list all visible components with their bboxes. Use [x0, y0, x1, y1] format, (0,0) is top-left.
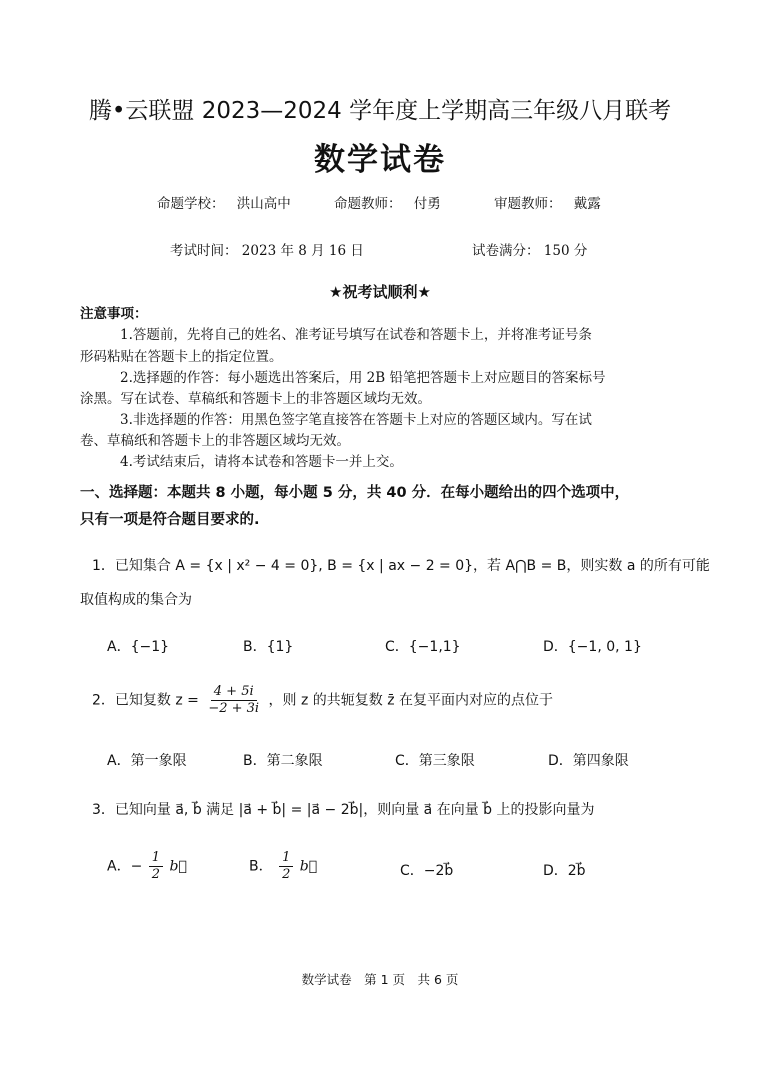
- exam-date-info: [170, 239, 364, 259]
- subject-title: 数学试卷: [314, 142, 446, 178]
- notice-item-4: 4.考试结束后，请将本试卷和答题卡一并上交。: [120, 454, 403, 470]
- question-3-option-a-prefix: A．−: [107, 858, 143, 875]
- question-3-option-b-numerator: 1: [279, 850, 293, 867]
- question-2-option-a: A．第一象限: [107, 753, 187, 769]
- question-1-option-c: C．{−1,1}: [385, 639, 461, 655]
- date-value: 2023 年 8 月 16 日: [241, 243, 364, 259]
- question-1-option-d: D．{−1, 0, 1}: [543, 639, 642, 655]
- question-3-option-d: D．2b⃗: [543, 863, 586, 879]
- question-3-option-b-prefix: B．: [249, 858, 273, 875]
- exam-title: 腾•云联盟 2023—2024 学年度上学期高三年级八月联考: [88, 98, 672, 124]
- page-footer: 数学试卷 第 1 页 共 6 页: [301, 972, 459, 987]
- score-value: 150 分: [543, 243, 588, 259]
- exam-score-info: [472, 239, 587, 259]
- notice-item-1-line-2: 形码粘贴在答题卡上的指定位置。: [80, 349, 283, 365]
- notice-item-2-line-2: 涂黑。写在试卷、草稿纸和答题卡上的非答题区域均无效。: [80, 391, 431, 407]
- school-value: 洪山高中: [236, 196, 291, 212]
- question-2-option-b: B．第二象限: [243, 753, 323, 769]
- question-2-option-c: C．第三象限: [395, 753, 475, 769]
- question-2-denominator: −2 + 3i: [208, 701, 260, 716]
- date-label: 考试时间：: [170, 243, 238, 259]
- question-1-option-b: B．{1}: [243, 639, 294, 655]
- author-info: [334, 192, 441, 212]
- author-label: 命题教师：: [334, 196, 402, 212]
- question-1-stem-continued: 取值构成的集合为: [80, 592, 192, 608]
- notice-item-3-line-1: 3.非选择题的作答：用黑色签字笔直接答在答题卡上对应的答题区域内。写在试: [120, 412, 592, 428]
- question-3-option-a-denominator: 2: [151, 867, 161, 882]
- question-2-suffix: ，则 z 的共轭复数 z̄ 在复平面内对应的点位于: [268, 692, 554, 709]
- question-2-prefix: 2．已知复数 z =: [92, 692, 199, 709]
- question-3-option-a-numerator: 1: [149, 850, 163, 867]
- question-1-option-a: A．{−1}: [107, 639, 170, 655]
- notice-heading: 注意事项：: [80, 306, 148, 322]
- question-3-stem: 3．已知向量 a⃗, b⃗ 满足 |a⃗ + b⃗| = |a⃗ − 2b⃗|，则向量 a⃗ 在向量 b⃗ 上的投影向量为: [92, 802, 595, 818]
- blessing: ★祝考试顺利★: [329, 283, 431, 301]
- notice-item-1-line-1: 1.答题前，先将自己的姓名、准考证号填写在试卷和答题卡上，并将准考证号条: [120, 327, 592, 343]
- question-3-option-b-denominator: 2: [282, 867, 291, 882]
- question-3-option-a-vector: b⃗: [169, 858, 187, 875]
- section-1-heading-line-2: 只有一项是符合题目要求的.: [80, 512, 260, 528]
- question-3-option-b-fraction: [279, 850, 293, 883]
- question-2-numerator: 4 + 5i: [211, 684, 257, 701]
- author-value: 付勇: [413, 196, 441, 212]
- score-label: 试卷满分：: [472, 243, 540, 259]
- question-3-option-c: C．−2b⃗: [400, 863, 454, 879]
- question-2-fraction: [205, 684, 262, 717]
- question-2-option-d: D．第四象限: [548, 753, 629, 769]
- question-1-stem: 1．已知集合 A = {x | x² − 4 = 0}, B = {x | ax − 2 = 0}，若 A⋂B = B，则实数 a 的所有可能: [92, 558, 710, 574]
- question-3-option-b-vector: b⃗: [299, 858, 318, 875]
- section-1-heading-line-1: 一、选择题：本题共 8 小题，每小题 5 分，共 40 分．在每小题给出的四个选项中，: [80, 485, 630, 501]
- school-info: [157, 192, 291, 212]
- question-3-option-a-fraction: [149, 850, 163, 883]
- school-label: 命题学校：: [157, 196, 225, 212]
- question-3-option-b: [249, 850, 317, 883]
- question-3-option-a: [107, 850, 187, 883]
- reviewer-value: 戴露: [573, 196, 601, 212]
- question-2-stem: [92, 684, 553, 717]
- reviewer-label: 审题教师：: [494, 196, 562, 212]
- notice-item-2-line-1: 2.选择题的作答：每小题选出答案后，用 2B 铅笔把答题卡上对应题目的答案标号: [120, 370, 606, 386]
- notice-item-3-line-2: 卷、草稿纸和答题卡上的非答题区域均无效。: [80, 433, 350, 449]
- reviewer-info: [494, 192, 601, 212]
